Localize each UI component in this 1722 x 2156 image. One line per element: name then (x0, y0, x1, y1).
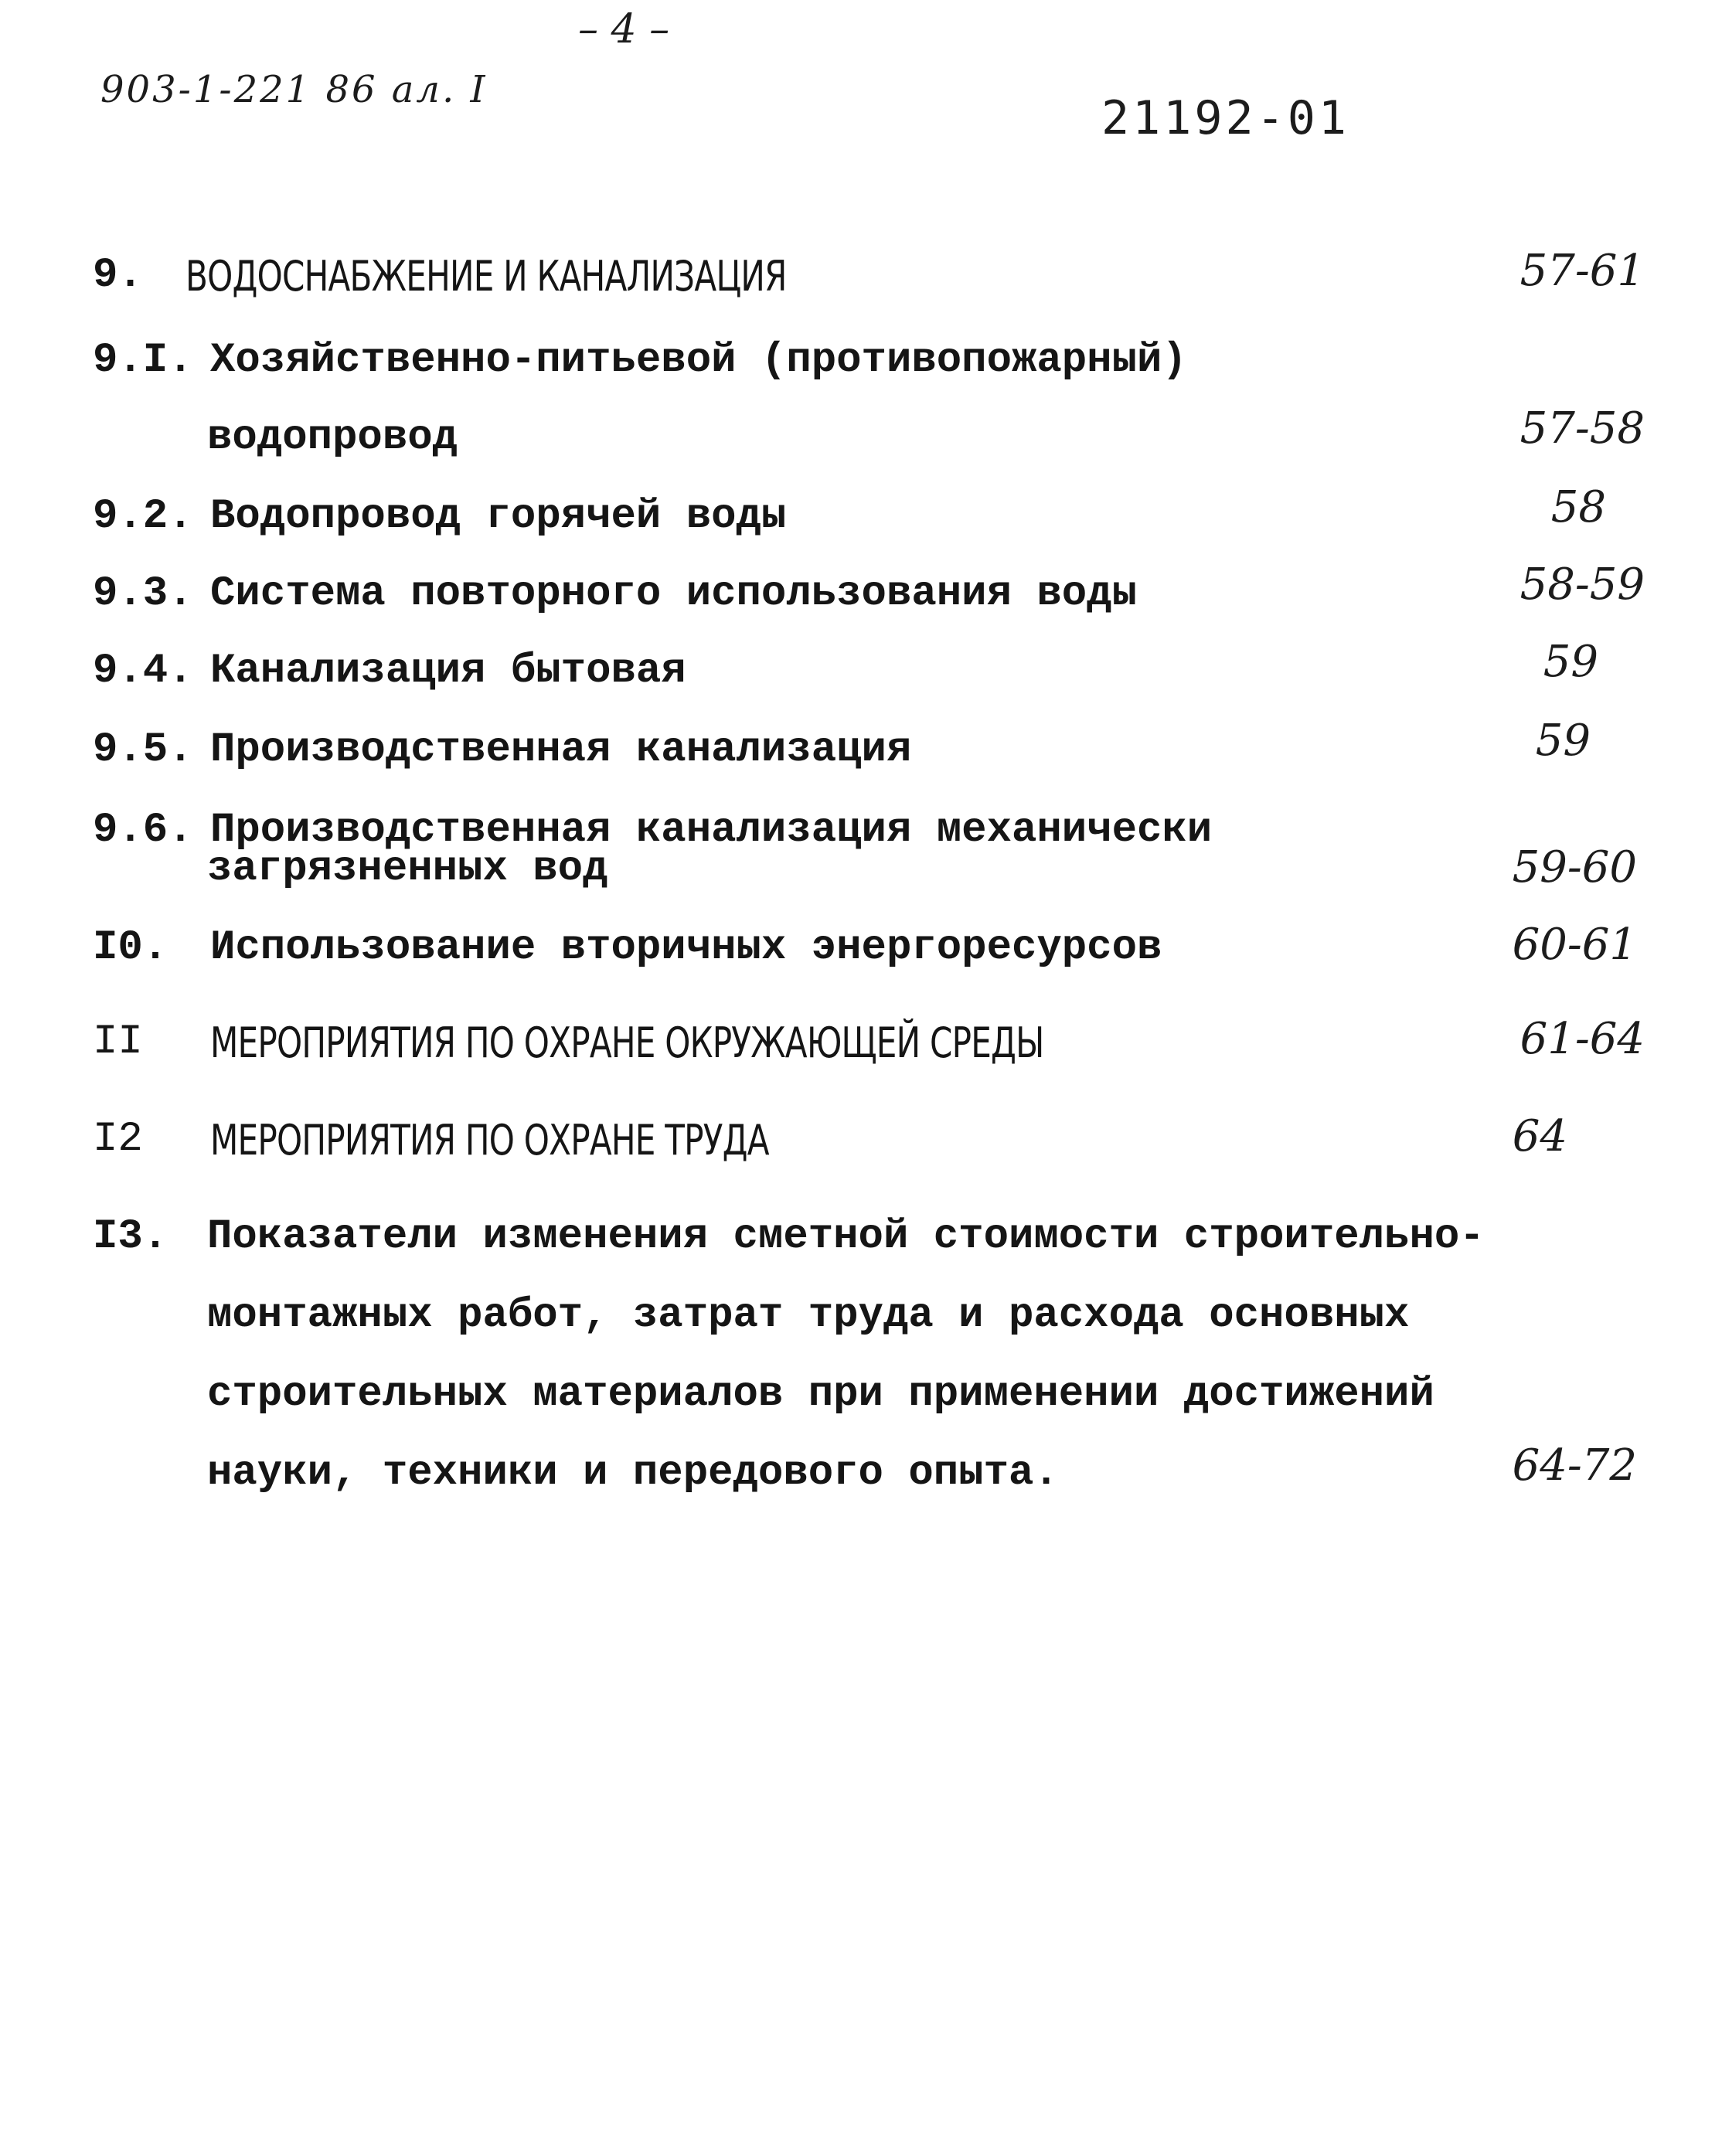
toc-item-title-line: науки, техники и передового опыта. (207, 1450, 1059, 1497)
toc-item-title: Канализация бытовая (210, 648, 686, 695)
toc-item-title: Водопровод горячей воды (210, 493, 787, 540)
toc-item (0, 246, 1722, 329)
toc-item-pages: 59 (1535, 716, 1591, 766)
toc-item-title-line: Показатели изменения сметной стоимости строительно- (207, 1213, 1485, 1260)
toc-item-title-line: строительных материалов при применении достижений (207, 1371, 1434, 1418)
toc-item-number: 9.2. (93, 493, 193, 540)
toc-item-title: Использование вторичных энергоресурсов (210, 924, 1162, 971)
toc-item-continuation (0, 842, 1722, 923)
document-code: 903-1-221 86 ал. I (100, 68, 488, 111)
toc-item-pages: 61-64 (1520, 1014, 1645, 1064)
toc-item (0, 920, 1722, 1001)
archive-number: 21192-01 (1101, 91, 1349, 145)
toc-item (0, 559, 1722, 648)
page-number: – 4 – (578, 6, 670, 53)
toc-item-number: I0. (93, 924, 168, 971)
toc-item-number: I3. (93, 1213, 168, 1260)
toc-item-pages: 64-72 (1512, 1440, 1637, 1491)
toc-item-continuation (0, 1371, 1722, 1448)
toc-item (0, 1111, 1722, 1193)
toc-item (0, 482, 1722, 570)
toc-item-continuation (0, 1440, 1722, 1527)
toc-item-title: Производственная канализация (210, 726, 912, 774)
toc-item (0, 637, 1722, 725)
toc-item-pages: 58 (1550, 482, 1606, 532)
toc-item-number: I2 (93, 1116, 143, 1163)
toc-item-title: Система повторного использования воды (210, 570, 1137, 617)
toc-item-pages: 60-61 (1512, 920, 1637, 970)
toc-item-title: МЕРОПРИЯТИЯ ПО ОХРАНЕ ТРУДА (210, 1116, 769, 1165)
toc-item-pages: 58-59 (1520, 559, 1645, 610)
toc-item-title-continuation: водопровод (207, 414, 458, 461)
toc-item-title-continuation: загрязненных вод (207, 845, 608, 893)
toc-item (0, 1014, 1722, 1096)
toc-item-title: Хозяйственно-питьевой (противопожарный) (210, 337, 1187, 384)
toc-item-continuation (0, 1292, 1722, 1369)
toc-item-pages: 59-60 (1512, 842, 1637, 893)
toc-item-number: 9.4. (93, 648, 193, 695)
toc-item (0, 337, 1722, 414)
toc-item-number: 9.I. (93, 337, 193, 384)
toc-item (0, 1213, 1722, 1291)
toc-item-pages: 57-61 (1520, 246, 1645, 296)
toc-item-pages: 57-58 (1520, 403, 1645, 454)
toc-item-title: Производственная канализация механически (210, 807, 1213, 854)
toc-item-continuation (0, 403, 1722, 491)
toc-item-pages: 59 (1543, 637, 1598, 687)
toc-item (0, 716, 1722, 804)
toc-item-number: 9. (93, 252, 143, 299)
toc-item-title-line: монтажных работ, затрат труда и расхода основных (207, 1292, 1410, 1339)
toc-item-number: 9.6. (93, 807, 193, 854)
toc-item-pages: 64 (1512, 1111, 1567, 1161)
toc-item-number: 9.3. (93, 570, 193, 617)
toc-item-title: МЕРОПРИЯТИЯ ПО ОХРАНЕ ОКРУЖАЮЩЕЙ СРЕДЫ (210, 1018, 1044, 1067)
toc-item-number: 9.5. (93, 726, 193, 774)
toc-item-title: ВОДОСНАБЖЕНИЕ И КАНАЛИЗАЦИЯ (185, 252, 787, 301)
toc-item-number: II (93, 1018, 143, 1066)
